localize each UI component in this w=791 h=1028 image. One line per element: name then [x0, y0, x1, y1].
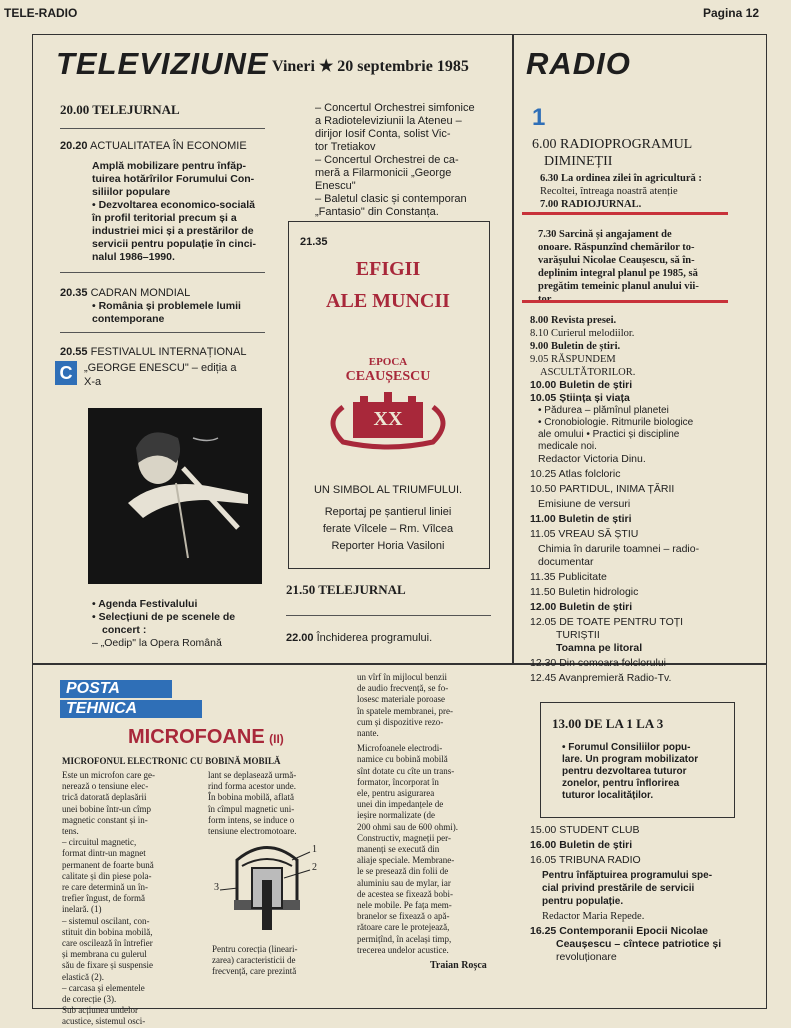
desc-line: ferate Vîlcele – Rm. Vîlcea — [322, 523, 454, 535]
radio-box-lines — [562, 742, 730, 802]
efigii-title-2: ALE MUNCII — [326, 290, 450, 312]
highlight-line: varășului Nicolae Ceaușescu, să în- — [538, 255, 695, 266]
fig-label-3: 3 — [214, 882, 219, 893]
radio-first-time: 6.00 — [532, 137, 557, 152]
radio-item: revoluționare — [556, 951, 617, 963]
festival-bullets — [92, 598, 272, 650]
text-line: manenți se execută din — [357, 844, 440, 855]
text-line: permițînd, în același timp, — [357, 933, 452, 944]
text-line: nele mobile. Pe fața mem- — [357, 900, 452, 911]
text-line: nante. — [357, 728, 379, 739]
highlight-line: pregătim temeinic planul anului vii- — [538, 281, 699, 292]
concert-line: a Radioteleviziunii la Ateneu – — [315, 115, 462, 127]
text-line: losesc materiale poroase — [357, 694, 445, 705]
text-line: ieșire normalizate (de — [357, 810, 435, 821]
text-line: și membrana cu gulerul — [62, 949, 147, 960]
text-line: sînt dotate cu cîte un trans- — [357, 765, 455, 776]
desc-line: Reporter Horia Vasiloni — [331, 540, 445, 552]
text-line: în spatele membranei, pre- — [357, 705, 453, 716]
text-line: unei din impedanțele de — [357, 799, 444, 810]
posta-author: Traian Roșca — [430, 960, 487, 971]
emblem-text-2: CEAUȘESCU — [345, 369, 431, 384]
divider — [60, 128, 265, 129]
radio-item: pentru populație. — [542, 896, 624, 907]
festival-line2: „GEORGE ENESCU" – ediția a — [84, 362, 237, 374]
posta-column-2b — [212, 944, 346, 978]
tv-item-telejurnal-2 — [286, 582, 406, 598]
radio-schedule — [530, 314, 740, 685]
radio-item: Pentru înfăptuirea programului spe- — [542, 870, 713, 881]
festival-line3: X-a — [84, 376, 102, 388]
text-line: de audio frecvență, se fo- — [357, 683, 449, 694]
bullet-line: concert : — [102, 624, 147, 636]
posta-tehnica-logo — [60, 680, 205, 718]
radio-item: 11.35 Publicitate — [530, 571, 607, 583]
tv-item-inchidere — [286, 632, 432, 645]
radio-item: ASCULTĂTORILOR. — [540, 367, 636, 378]
fig-label-1: 1 — [312, 844, 317, 855]
tv-item-title: ACTUALITATEA ÎN ECONOMIE — [89, 140, 247, 152]
highlight-line: 7.30 Sarcină și angajament de — [538, 229, 672, 240]
radio-item: 10.00 Buletin de știri — [530, 379, 633, 391]
text-line: cum și dispozitive rezo- — [357, 716, 444, 727]
page-section-label: TELE-RADIO — [4, 6, 78, 20]
tv-item-time: 21.50 — [286, 582, 316, 597]
text-line: tensiune electromotoare. — [208, 826, 297, 837]
radio-item: TURIȘTII — [556, 629, 600, 641]
radio-item: 16.25 Contemporanii Epocii Nicolae — [530, 925, 708, 937]
radio-highlight — [538, 228, 734, 306]
text-line: formator, încorporat în — [357, 776, 439, 787]
text-line: calitate și din piese pola- — [62, 870, 152, 881]
text-line: aliaje speciale. Membrane- — [357, 855, 455, 866]
detail-line: tuirea hotărîrilor Forumului Con- — [92, 173, 255, 185]
text-line: stituit din bobina mobilă, — [62, 926, 153, 937]
efigii-title-1: EFIGII — [355, 258, 421, 280]
posta-title — [128, 726, 284, 749]
emblem-text-1: EPOCA — [368, 356, 408, 368]
text-line: le se presează din folii de — [357, 866, 449, 877]
text-line: namice cu bobină mobilă — [357, 754, 448, 765]
posta-logo-line1: POSTA — [60, 680, 172, 698]
efigii-subtitle: UN SIMBOL AL TRIUMFULUI. — [313, 484, 463, 496]
text-line: care oscilează în întrefier — [62, 938, 153, 949]
desc-line: Reportaj pe șantierul liniei — [324, 506, 452, 518]
tv-item-cadran — [60, 287, 190, 300]
text-line: Microfoanele electrodi- — [357, 743, 443, 754]
microphone-diagram — [212, 830, 342, 935]
radio-item: 10.50 PARTIDUL, INIMA ȚĂRII — [530, 483, 675, 495]
red-rule — [522, 300, 728, 303]
concert-line: dirijor Iosif Conta, solist Vic- — [315, 128, 451, 140]
radio-item: 9.00 Buletin de știri. — [530, 341, 621, 352]
tv-date: Vineri ★ 20 septembrie 1985 — [272, 58, 469, 75]
violinist-photo — [88, 408, 262, 584]
tv-item-title: Închiderea programului. — [316, 632, 433, 644]
bullet-line: – „Oedip" la Opera Română — [92, 637, 222, 649]
text-line: unei bobine într-un cîmp — [62, 803, 152, 814]
text-line: – sistemul oscilant, con- — [62, 915, 150, 926]
radio-first-name: RADIOPROGRAMUL — [560, 137, 693, 152]
epoca-ceausescu-emblem — [318, 352, 458, 452]
detail-line: contemporane — [92, 313, 165, 325]
detail-line: siliilor populare — [92, 186, 171, 198]
detail-line: • România și problemele lumii — [92, 300, 241, 312]
tv-title: TELEVIZIUNE — [56, 46, 269, 81]
text-line: lant se deplasează urmă- — [208, 770, 297, 780]
text-line: Constructiv, magneții per- — [357, 832, 451, 843]
text-line: În bobina mobilă, aflată — [208, 792, 294, 803]
radio-item: 9.05 RĂSPUNDEM — [530, 354, 616, 365]
radio-late-schedule — [530, 824, 740, 964]
posta-subtitle: MICROFONUL ELECTRONIC CU BOBINĂ MOBILĂ — [62, 756, 281, 766]
text-line: trefier îngust, de formă — [62, 893, 145, 904]
concert-line: – Concertul Orchestrei simfonice — [315, 102, 475, 114]
text-line: frecvență, care prezintă — [212, 966, 297, 977]
box-line: pentru dezvoltarea tuturor — [562, 766, 687, 777]
column-divider — [512, 34, 514, 664]
detail-line: • Dezvoltarea economico-socială — [92, 199, 255, 211]
radio-item: 15.00 STUDENT CLUB — [530, 824, 640, 836]
text-line: de acestea se fixează bobi- — [357, 888, 453, 899]
text-line: elastică (2). — [62, 971, 104, 982]
radio-item: Redactor Maria Repede. — [542, 911, 645, 922]
tv-item-time: 22.00 — [286, 632, 314, 644]
concert-list — [315, 102, 495, 219]
posta-column-2 — [208, 770, 346, 837]
radio-item: 16.00 Buletin de știri — [530, 839, 633, 851]
radio-item: 11.50 Buletin hidrologic — [530, 586, 639, 598]
tv-item-title: TELEJURNAL — [318, 582, 406, 597]
divider — [286, 615, 491, 616]
radio-item: 12.00 Buletin de știri — [530, 601, 633, 613]
posta-logo-line2: TEHNICA — [60, 700, 202, 718]
radio-item: 10.25 Atlas folcloric — [530, 468, 621, 480]
radio-first-name-2: DIMINEȚII — [544, 154, 613, 169]
bullet-line: • Selecțiuni de pe scenele de — [92, 611, 236, 623]
color-badge-icon: C — [55, 361, 77, 385]
concert-line: – Concertul Orchestrei de ca- — [315, 154, 459, 166]
concert-line: meră a Filarmonicii „George — [315, 167, 452, 179]
text-line: magnetic constant și in- — [62, 814, 148, 825]
text-line: rătoare care le protejează, — [357, 922, 450, 933]
text-line: rind forma acestor unde. — [208, 781, 296, 792]
text-line: form intens, se induce o — [208, 814, 295, 825]
tv-item-festival — [60, 346, 246, 359]
text-line: Sub acțiunea undelor — [62, 1005, 138, 1016]
radio-item: 12.05 DE TOATE PENTRU TOȚI — [530, 616, 684, 628]
text-line: permanent de foarte bună — [62, 859, 154, 870]
radio-item: 8.00 Revista presei. — [530, 315, 617, 326]
text-line: format dintr-un magnet — [62, 848, 146, 859]
text-line: – circuitul magnetic, — [62, 837, 137, 848]
text-line: său de fixare și suspensie — [62, 960, 153, 971]
text-line: tens. — [62, 826, 79, 837]
text-line: zarea) caracteristicii de — [212, 955, 296, 966]
tv-item-time: 20.35 — [60, 287, 88, 299]
posta-title-part: (II) — [269, 732, 284, 746]
radio-item: 16.05 TRIBUNA RADIO — [530, 854, 641, 866]
radio-item: 10.05 Știința și viața — [530, 392, 630, 404]
radio-first-lines — [540, 172, 702, 211]
detail-line: Amplă mobilizare pentru înfăp- — [92, 160, 247, 172]
text-line: Pentru corecția (lineari- — [212, 944, 298, 954]
radio-item: 11.00 Buletin de știri — [530, 513, 632, 525]
tv-item-title: CADRAN MONDIAL — [90, 287, 191, 299]
highlight-line: deplinim integral planul pe 1985, să — [538, 268, 698, 279]
radio-line: 6.30 La ordinea zilei în agricultură : — [540, 173, 702, 184]
concert-line: „Fantasio" din Constanța. — [315, 206, 439, 218]
box-line: tuturor localităților. — [562, 790, 654, 801]
text-line: – carcasa și elementele — [62, 982, 145, 993]
text-line: re care determină un în- — [62, 882, 148, 893]
efigii-desc — [288, 504, 488, 555]
text-line: Este un microfon care ge- — [62, 770, 155, 780]
fig-label-2: 2 — [312, 862, 317, 873]
radio-item: 12.30 Din comoara folclorului — [530, 657, 666, 669]
concert-line: – Baletul clasic și contemporan — [315, 193, 467, 205]
radio-item: ale omului • Practici și discipline — [538, 429, 680, 440]
box-line: lare. Un program mobilizator — [562, 754, 699, 765]
posta-column-3 — [357, 672, 497, 956]
radio-item: medicale noi. — [538, 441, 597, 452]
text-line: branelor se fixează o apă- — [357, 911, 450, 922]
box-line: zonelor, pentru înflorirea — [562, 778, 680, 789]
posta-title-text: MICROFOANE — [128, 726, 265, 748]
radio-item: • Pădurea – plămînul planetei — [538, 405, 669, 416]
concert-line: Enescu" — [315, 180, 356, 192]
text-line: acustice, sistemul osci- — [62, 1016, 146, 1027]
divider — [60, 332, 265, 333]
radio-title: RADIO — [526, 46, 631, 81]
text-line: de corecție (3). — [62, 994, 117, 1005]
page-number: Pagina 12 — [702, 6, 759, 20]
text-line: ele, pentru asigurarea — [357, 788, 435, 799]
radio-first-title — [532, 136, 692, 170]
red-rule — [522, 212, 728, 215]
radio-item: Chimia în darurile toamnei – radio- — [538, 543, 700, 555]
radio-channel-number: 1 — [532, 104, 546, 131]
radio-line: Recoltei, întreaga noastră atenție — [540, 186, 678, 197]
detail-line: industriei mici și a prestărilor de — [92, 225, 254, 237]
emblem-roman: XX — [373, 408, 403, 430]
tv-economie-details — [92, 160, 272, 264]
radio-item: 8.10 Curierul melodiilor. — [530, 328, 635, 339]
box-line: • Forumul Consiliilor popu- — [562, 742, 691, 753]
text-line: inelară. (1) — [62, 904, 102, 915]
radio-item: • Cronobiologie. Ritmurile biologice — [538, 417, 694, 428]
tv-item-title: FESTIVALUL INTERNAȚIONAL — [90, 346, 247, 358]
tv-item-economie — [60, 140, 275, 153]
radio-box-title: 13.00 DE LA 1 LA 3 — [552, 716, 664, 731]
detail-line: nalul 1986–1990. — [92, 251, 175, 263]
efigii-time: 21.35 — [300, 236, 328, 248]
radio-item: Redactor Victoria Dinu. — [538, 453, 646, 465]
text-line: în cîmpul magnetic uni- — [208, 803, 295, 814]
radio-item: 11.05 VREAU SĂ ȘTIU — [530, 528, 639, 540]
radio-item: Emisiune de versuri — [538, 498, 631, 510]
text-line: un vîrf în mijlocul benzii — [357, 672, 447, 682]
text-line: trică datorată deplasării — [62, 792, 147, 803]
highlight-line: onoare. Răspunzînd chemărilor to- — [538, 242, 695, 253]
text-line: trecerea undelor acustice. — [357, 944, 449, 955]
tv-cadran-details — [92, 300, 272, 326]
radio-item: 12.45 Avanpremieră Radio-Tv. — [530, 672, 672, 684]
tv-item-time: 20.55 — [60, 346, 88, 358]
radio-item: documentar — [538, 556, 594, 568]
tv-item-telejurnal: 20.00 TELEJURNAL — [60, 102, 180, 117]
radio-item: Ceaușescu – cîntece patriotice și — [556, 938, 722, 950]
radio-item: cial privind prestările de servicii — [542, 883, 695, 894]
posta-column-1 — [62, 770, 202, 1028]
radio-line: 7.00 RADIOJURNAL. — [540, 199, 642, 210]
concert-line: tor Tretiakov — [315, 141, 376, 153]
divider — [60, 272, 265, 273]
text-line: aluminiu sau de mylar, iar — [357, 877, 451, 888]
detail-line: în profil teritorial precum și a — [92, 212, 237, 224]
bullet-line: • Agenda Festivalului — [92, 598, 198, 610]
text-line: 200 ohmi sau de 600 ohmi). — [357, 821, 458, 832]
text-line: nerează o tensiune elec- — [62, 781, 149, 792]
tv-item-time: 20.20 — [60, 140, 88, 152]
detail-line: servicii pentru populație în cinci- — [92, 238, 256, 250]
radio-item: Toamna pe litoral — [556, 642, 643, 654]
